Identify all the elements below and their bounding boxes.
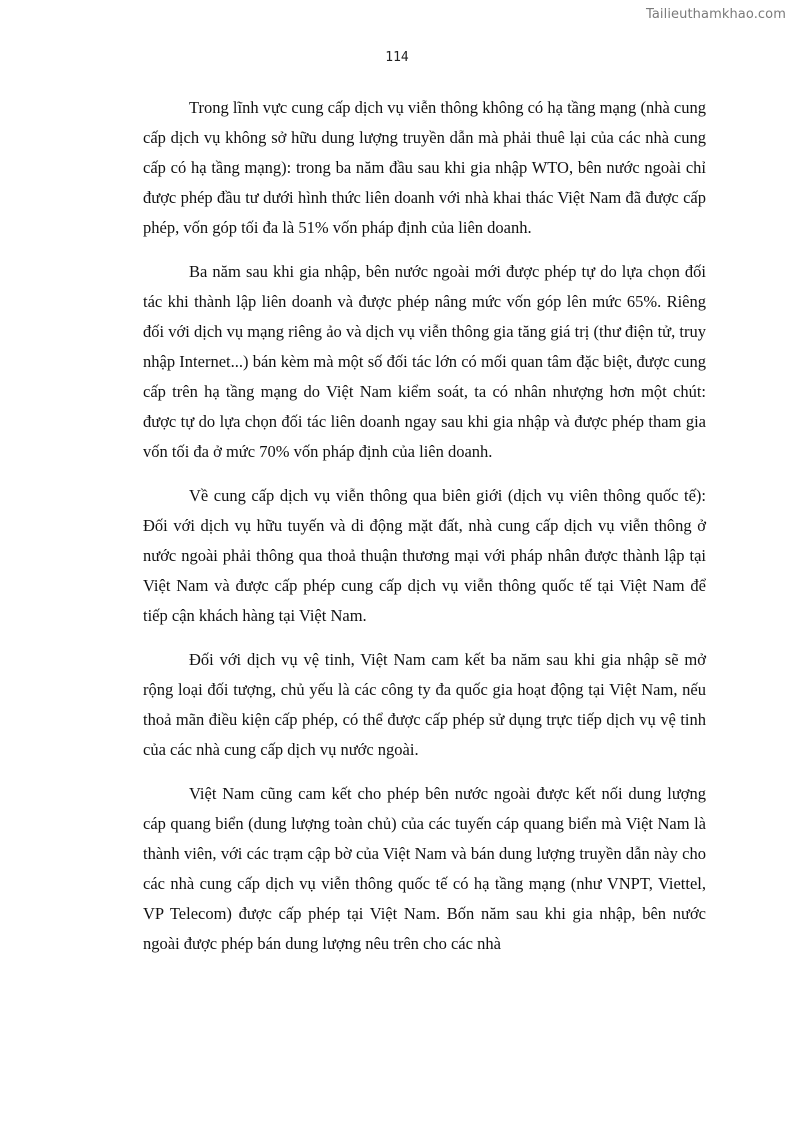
paragraph-1: Trong lĩnh vực cung cấp dịch vụ viễn thông không có hạ tầng mạng (nhà cung cấp dịch vụ không sở hữu dung lượng truyền dẫn mà phải thuê lại của các nhà cung cấp có hạ tầng mạng): trong ba năm đầu sau khi gia nhập WTO, bên nước ngoài chỉ được phép đầu tư dưới hình thức liên doanh với nhà khai thác Việt Nam đã được cấp phép, vốn góp tối đa là 51% vốn pháp định của liên doanh. xyxy=(143,98,706,237)
paragraph-2: Ba năm sau khi gia nhập, bên nước ngoài mới được phép tự do lựa chọn đối tác khi thành lập liên doanh và được phép nâng mức vốn góp lên mức 65%. Riêng đối với dịch vụ mạng riêng ảo và dịch vụ viễn thông gia tăng giá trị (thư điện tử, truy nhập Internet...) bán kèm mà một số đối tác lớn có mối quan tâm đặc biệt, được cung cấp trên hạ tầng mạng do Việt Nam kiểm soát, ta có nhân nhượng hơn một chút: được tự do lựa chọn đối tác liên doanh ngay sau khi gia nhập và được phép tham gia vốn tối đa ở mức 70% vốn pháp định của liên doanh. xyxy=(143,262,706,461)
paragraph-3: Về cung cấp dịch vụ viễn thông qua biên giới (dịch vụ viên thông quốc tế): Đối với dịch vụ hữu tuyến và di động mặt đất, nhà cung cấp dịch vụ viễn thông ở nước ngoài phải thông qua thoả thuận thương mại với pháp nhân được thành lập tại Việt Nam và được cấp phép cung cấp dịch vụ viễn thông quốc tế tại Việt Nam để tiếp cận khách hàng tại Việt Nam. xyxy=(143,486,706,625)
paragraph-4: Đối với dịch vụ vệ tinh, Việt Nam cam kết ba năm sau khi gia nhập sẽ mở rộng loại đối tượng, chủ yếu là các công ty đa quốc gia hoạt động tại Việt Nam, nếu thoả mãn điều kiện cấp phép, có thể được cấp phép sử dụng trực tiếp dịch vụ vệ tinh của các nhà cung cấp dịch vụ nước ngoài. xyxy=(143,650,706,759)
page-number: 114 xyxy=(385,50,409,65)
watermark-text: Tailieuthamkhao.com xyxy=(645,7,786,22)
document-body xyxy=(143,93,706,973)
paragraph-5: Việt Nam cũng cam kết cho phép bên nước ngoài được kết nối dung lượng cáp quang biển (dung lượng toàn chủ) của các tuyến cáp quang biển mà Việt Nam là thành viên, với các trạm cập bờ của Việt Nam và bán dung lượng truyền dẫn này cho các nhà cung cấp dịch vụ viễn thông quốc tế có hạ tầng mạng (như VNPT, Viettel, VP Telecom) được cấp phép tại Việt Nam. Bốn năm sau khi gia nhập, bên nước ngoài được phép bán dung lượng nêu trên cho các nhà xyxy=(143,784,706,953)
